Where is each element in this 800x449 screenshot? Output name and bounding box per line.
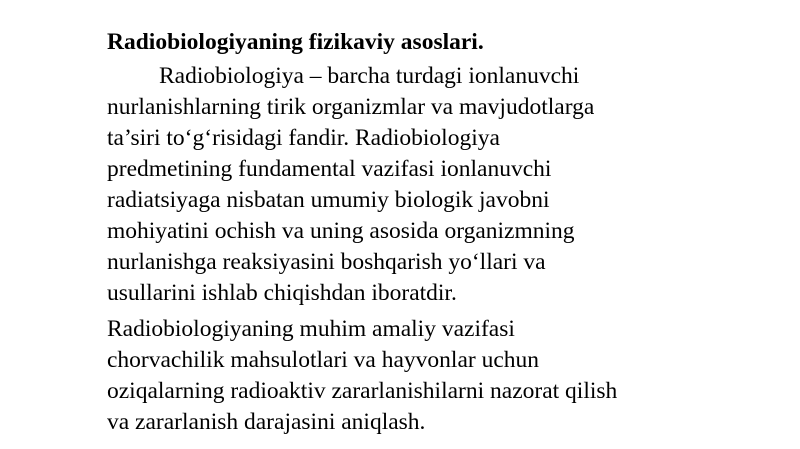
slide-content — [107, 27, 747, 443]
paragraph-practical-task — [107, 314, 747, 438]
paragraph-line: chorvachilik mahsulotlari va hayvonlar uchun — [107, 347, 540, 373]
paragraph-line: nurlanishga reaksiyasini boshqarish yo‘llari va — [107, 249, 546, 275]
paragraph-line: Radiobiologiyaning muhim amaliy vazifasi — [107, 316, 515, 342]
paragraph-definition — [107, 61, 747, 309]
paragraph-line: va zararlanish darajasini aniqlash. — [107, 409, 426, 435]
paragraph-line: oziqalarning radioaktiv zararlanishilarni nazorat qilish — [107, 378, 618, 404]
slide-title: Radiobiologiyaning fizikaviy asoslari. — [107, 29, 484, 55]
paragraph-line: nurlanishlarning tirik organizmlar va mavjudotlarga — [107, 94, 595, 120]
paragraph-line: ta’siri to‘g‘risidagi fandir. Radiobiologiya — [107, 125, 500, 151]
paragraph-line: predmetining fundamental vazifasi ionlanuvchi — [107, 156, 552, 182]
paragraph-line: usullarini ishlab chiqishdan iboratdir. — [107, 280, 457, 306]
paragraph-line: Radiobiologiya – barcha turdagi ionlanuvchi — [159, 63, 580, 89]
paragraph-line: radiatsiyaga nisbatan umumiy biologik javobni — [107, 187, 550, 213]
paragraph-line: mohiyatini ochish va uning asosida organizmning — [107, 218, 575, 244]
